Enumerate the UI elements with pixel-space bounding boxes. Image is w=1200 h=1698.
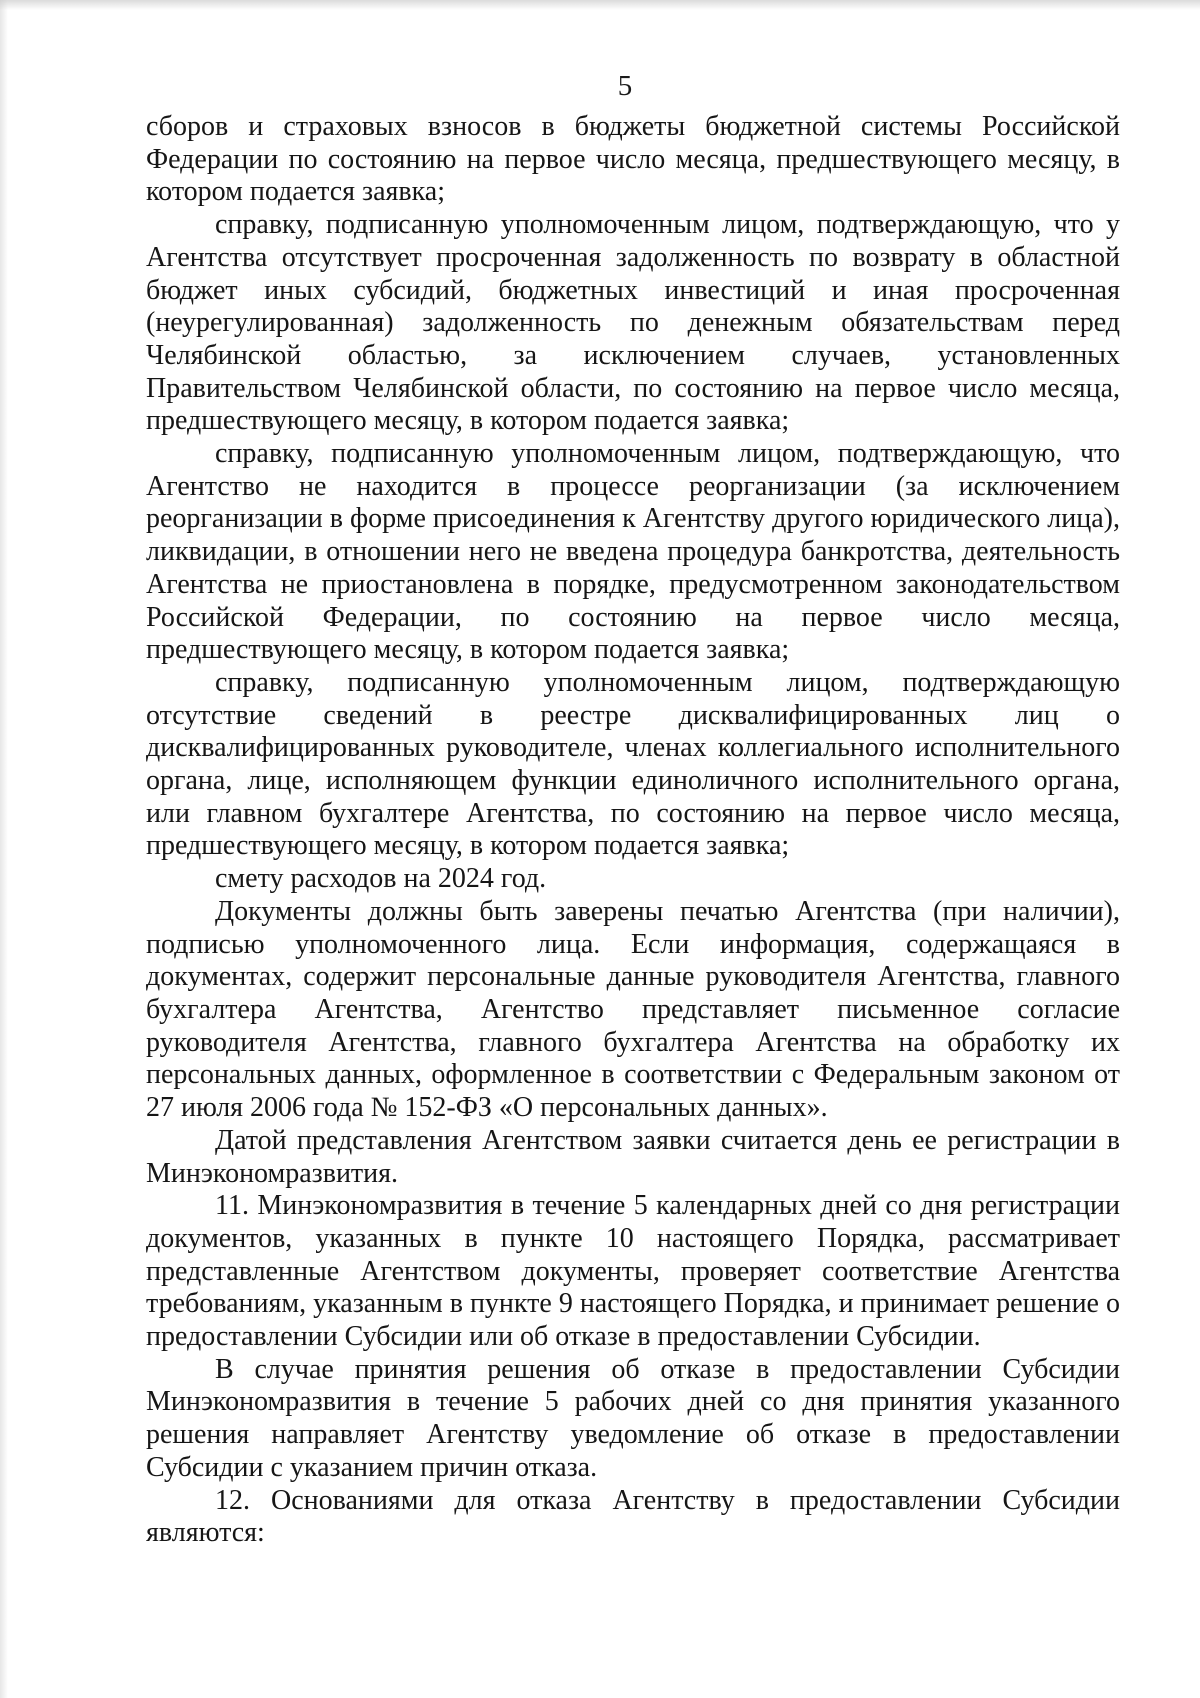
paragraph-application-date: Датой представления Агентством заявки считается день ее регистрации в Минэкономразвития. [146, 1124, 1120, 1189]
scan-edge-left [0, 0, 8, 1698]
paragraph-budget-estimate: смету расходов на 2024 год. [215, 863, 547, 895]
paragraph-disqualification-certificate: справку, подписанную уполномоченным лицом, подтверждающую отсутствие сведений в реестре дисквалифицированных лиц о дисквалифицированных руководителе, членах коллегиального исполнительного органа, лице, исполняющем функции единоличного исполнительного органа, или главном бухгалтере Агентства, по состоянию на первое число месяца, предшествующего месяцу, в котором подается заявка; [146, 666, 1120, 862]
page-number: 5 [617, 70, 633, 102]
paragraph-debt-certificate: справку, подписанную уполномоченным лицом, подтверждающую, что у Агентства отсутствует просроченная задолженность по возврату в областной бюджет иных субсидий, бюджетных инвестиций и иная просроченная (неурегулированная) задолженность по денежным обязательствам перед Челябинской областью, за исключением случаев, установленных Правительством Челябинской области, по состоянию на первое число месяца, предшествующего месяцу, в котором подается заявка; [146, 209, 1120, 437]
document-body [146, 111, 1120, 1550]
paragraph-clause-12: 12. Основаниями для отказа Агентству в предоставлении Субсидии являются: [146, 1484, 1120, 1549]
scan-edge-top [0, 0, 1200, 10]
paragraph-reorganization-certificate: справку, подписанную уполномоченным лицом, подтверждающую, что Агентство не находится в процессе реорганизации (за исключением реорганизации в форме присоединения к Агентству другого юридического лица), ликвидации, в отношении него не введена процедура банкротства, деятельность Агентства не приостановлена в порядке, предусмотренном законодательством Российской Федерации, по состоянию на первое число месяца, предшествующего месяцу, в котором подается заявка; [146, 438, 1120, 666]
paragraph-document-certification: Документы должны быть заверены печатью Агентства (при наличии), подписью уполномоченного лица. Если информация, содержащаяся в документах, содержит персональные данные руководителя Агентства, главного бухгалтера Агентства, Агентство представляет письменное согласие руководителя Агентства, главного бухгалтера Агентства на обработку их персональных данных, оформленное в соответствии с Федеральным законом от 27 июля 2006 года № 152-ФЗ «О персональных данных». [146, 895, 1120, 1124]
paragraph-clause-11: 11. Минэкономразвития в течение 5 календарных дней со дня регистрации документов, указанных в пункте 10 настоящего Порядка, рассматривает представленные Агентством документы, проверяет соответствие Агентства требованиям, указанным в пункте 9 настоящего Порядка, и принимает решение о предоставлении Субсидии или об отказе в предоставлении Субсидии. [146, 1190, 1120, 1353]
paragraph-continuation: сборов и страховых взносов в бюджеты бюджетной системы Российской Федерации по состоянию на первое число месяца, предшествующего месяцу, в котором подается заявка; [146, 111, 1120, 208]
paragraph-refusal-notice: В случае принятия решения об отказе в предоставлении Субсидии Минэкономразвития в течение 5 рабочих дней со дня принятия указанного решения направляет Агентству уведомление об отказе в предоставлении Субсидии с указанием причин отказа. [146, 1353, 1120, 1483]
